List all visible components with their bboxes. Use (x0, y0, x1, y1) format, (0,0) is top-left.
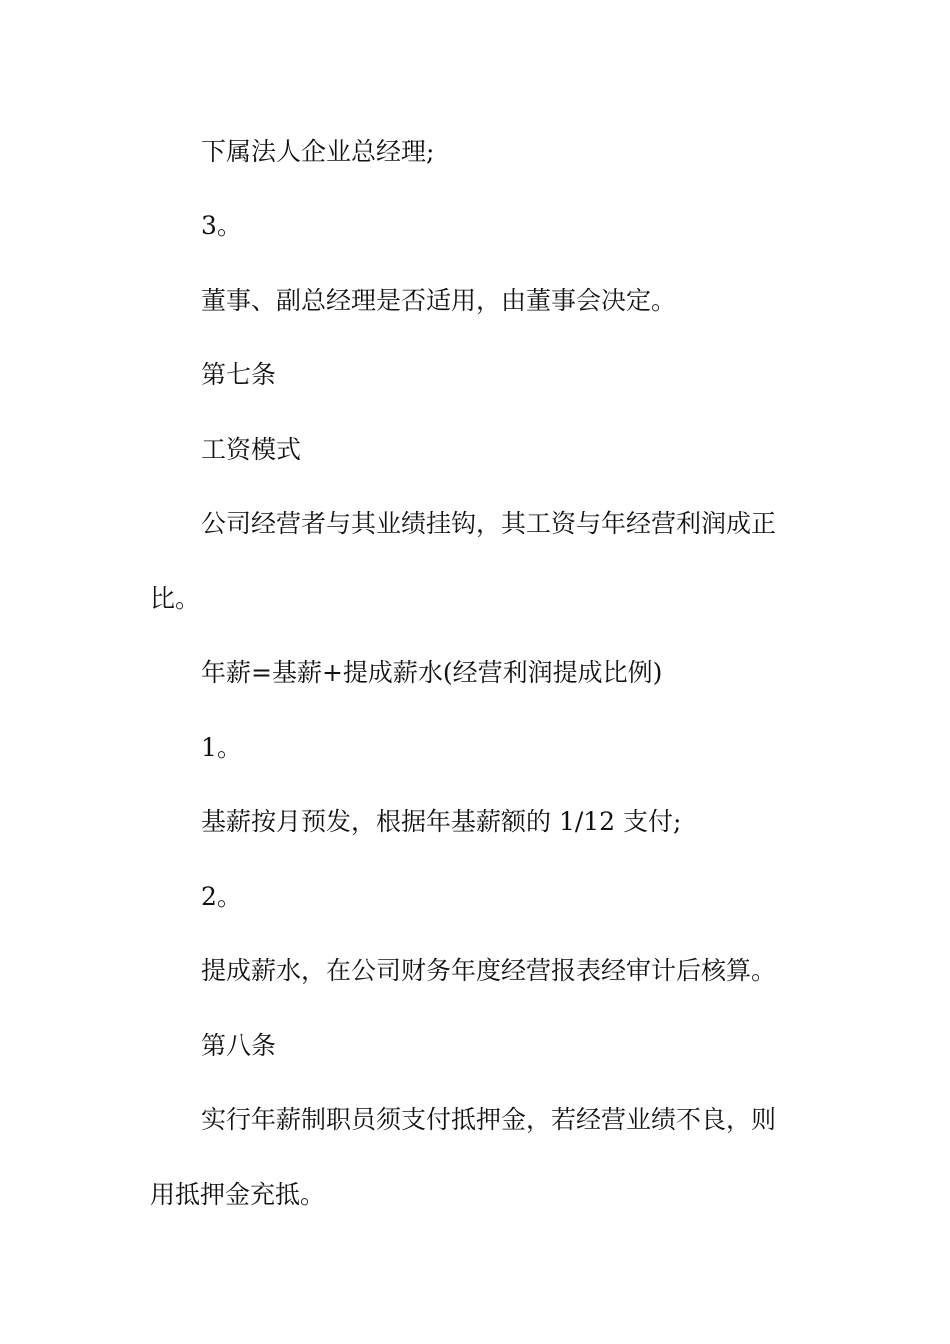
paragraph-line: 基薪按月预发，根据年基薪额的 1/12 支付; (201, 807, 682, 836)
paragraph-continuation: 比。 (150, 584, 201, 613)
formula-line: 年薪=基薪+提成薪水(经营利润提成比例) (201, 658, 663, 687)
section-title: 工资模式 (201, 435, 302, 464)
list-number: 3。 (201, 211, 242, 240)
list-number: 2。 (201, 882, 242, 911)
paragraph-line: 实行年薪制职员须支付抵押金，若经营业绩不良，则 (201, 1105, 777, 1134)
paragraph-line: 下属法人企业总经理; (201, 137, 435, 166)
list-number: 1。 (201, 733, 242, 762)
article-heading: 第七条 (201, 360, 277, 389)
paragraph-line: 董事、副总经理是否适用，由董事会决定。 (201, 286, 677, 315)
article-heading: 第八条 (201, 1031, 277, 1060)
paragraph-line: 公司经营者与其业绩挂钩，其工资与年经营利润成正 (201, 509, 777, 538)
paragraph-line: 提成薪水，在公司财务年度经营报表经审计后核算。 (201, 956, 777, 985)
paragraph-continuation: 用抵押金充抵。 (150, 1180, 326, 1209)
